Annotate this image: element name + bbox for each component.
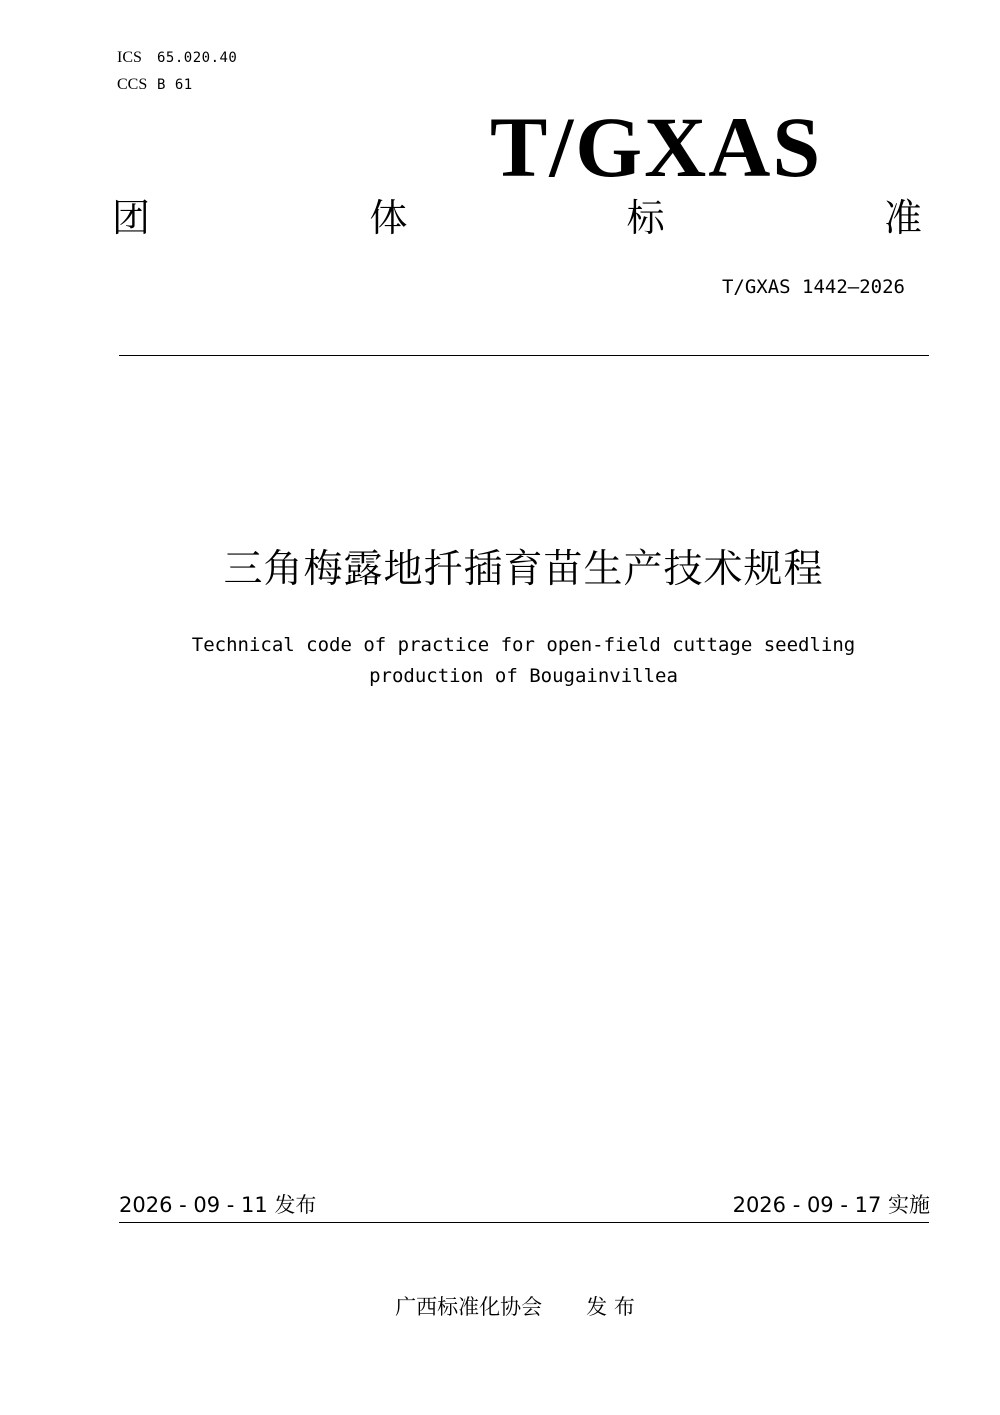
title-english-line: Technical code of practice for open-field cuttage seedling [191,634,856,656]
title-chinese: 三角梅露地扦插育苗生产技术规程 [223,547,824,592]
issuer-action: 发 布 [586,1295,635,1319]
bottom-divider [119,1222,929,1223]
top-divider [119,355,929,356]
ccs-label: CCS [117,76,148,93]
publish-date: 2026 - 09 - 11 发布 [119,1193,317,1217]
ccs-row [117,75,193,94]
ics-row [117,48,237,67]
ics-label: ICS [117,49,142,66]
ccs-value: B 61 [157,77,193,93]
title-english [60,630,987,692]
standard-type-char: 准 [883,196,922,240]
standard-type-char: 标 [626,196,665,240]
standard-type-heading [112,196,922,240]
ics-value: 65.020.40 [157,50,238,66]
standard-type-char: 团 [112,196,151,240]
issuer-name: 广西标准化协会 [395,1295,543,1319]
title-english-line: production of Bougainvillea [369,665,678,687]
implement-date: 2026 - 09 - 17 实施 [732,1193,930,1217]
issuer-line [0,1292,1000,1322]
organization-logo: T/GXAS [490,99,823,195]
standard-type-char: 体 [369,196,408,240]
standard-number: T/GXAS 1442—2026 [721,276,905,298]
